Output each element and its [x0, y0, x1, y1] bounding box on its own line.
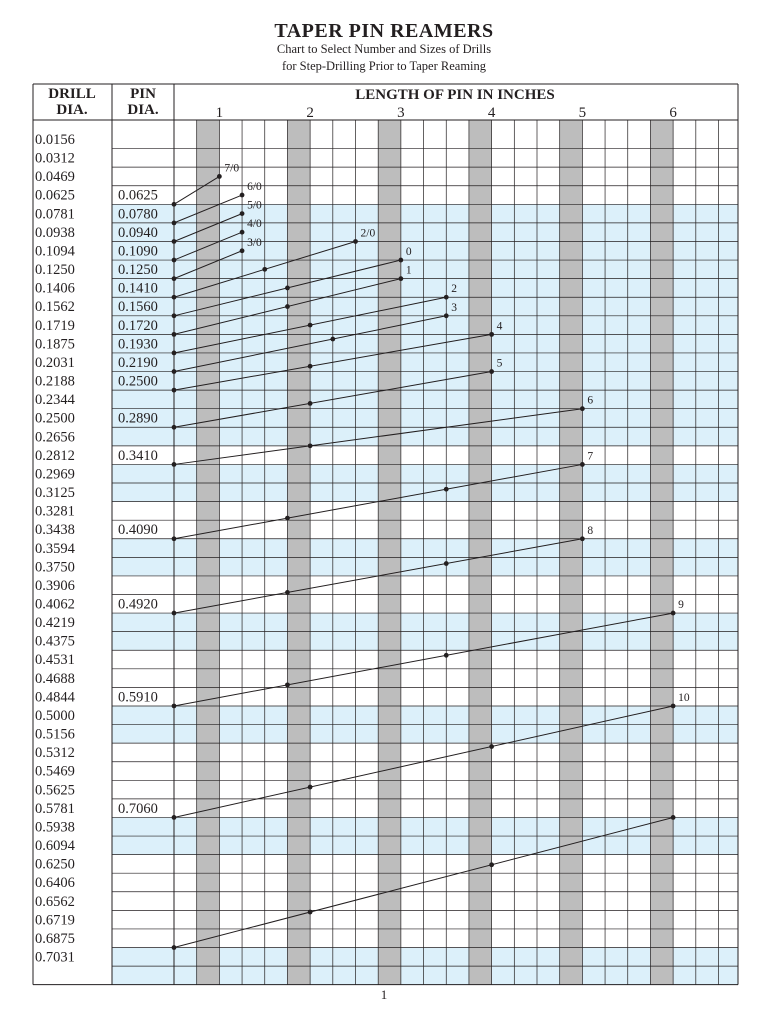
shaded-column [287, 120, 310, 985]
pin-step-dot [444, 653, 449, 658]
drill-diameter-label: 0.3750 [35, 559, 75, 576]
drill-diameter-label: 0.3125 [35, 485, 75, 502]
pin-step-dot [285, 304, 290, 309]
pin-start-dot [172, 258, 177, 263]
pin-diameter-label: 0.2500 [118, 373, 158, 390]
pin-step-dot [308, 785, 313, 790]
pin-diameter-label: 0.1720 [118, 317, 158, 334]
pin-diameter-label: 0.0780 [118, 206, 158, 223]
drill-diameter-label: 0.1719 [35, 317, 75, 334]
drill-diameter-label: 0.5469 [35, 763, 75, 780]
x-tick-label: 2 [306, 105, 314, 121]
pin-start-dot [172, 462, 177, 467]
drill-diameter-label: 0.2031 [35, 354, 75, 371]
pin-diameter-label: 0.4920 [118, 596, 158, 613]
drill-diameter-label: 0.1406 [35, 280, 75, 297]
pin-diameter-label: 0.1090 [118, 243, 158, 260]
pin-end-dot [240, 248, 245, 253]
x-tick-label: 1 [215, 105, 224, 121]
chart-subtitle-line-1: Chart to Select Number and Sizes of Drills [276, 42, 492, 56]
pin-end-dot [580, 462, 585, 467]
pin-diameter-label: 0.7060 [118, 800, 158, 817]
pin-number-label: 10 [678, 691, 690, 704]
shaded-column [560, 120, 583, 985]
pin-number-label: 6 [587, 394, 594, 407]
pin-diameter-label: 0.1560 [118, 299, 158, 316]
pin-end-dot [240, 211, 245, 216]
drill-header: DIA. [56, 102, 88, 118]
drill-diameter-label: 0.6562 [35, 893, 75, 910]
drill-diameter-label: 0.5625 [35, 782, 75, 799]
pin-start-dot [172, 369, 177, 374]
length-header: LENGTH OF PIN IN INCHES [355, 87, 555, 103]
drill-diameter-label: 0.4375 [35, 633, 75, 650]
drill-diameter-label: 0.6875 [35, 930, 75, 947]
pin-diameter-label: 0.4090 [118, 522, 158, 539]
pin-diameter-label: 0.2890 [118, 410, 158, 427]
pin-step-dot [444, 561, 449, 566]
pin-number-label: 4 [496, 320, 503, 333]
x-tick-label: 6 [669, 105, 677, 121]
pin-diameter-label: 0.0625 [118, 187, 158, 204]
pin-number-label: 3/0 [247, 236, 262, 249]
drill-header: DRILL [48, 86, 96, 102]
chart-subtitle-line-2: for Step-Drilling Prior to Taper Reaming [281, 59, 487, 73]
pin-number-label: 5 [496, 357, 503, 370]
pin-diameter-label: 0.1250 [118, 262, 158, 279]
drill-diameter-label: 0.2656 [35, 429, 75, 446]
pin-start-dot [172, 425, 177, 430]
x-tick-label: 3 [397, 105, 405, 121]
shaded-column [378, 120, 401, 985]
drill-diameter-label: 0.4219 [35, 615, 75, 632]
pin-start-dot [172, 332, 177, 337]
pin-end-dot [671, 815, 676, 820]
pin-step-dot [444, 487, 449, 492]
drill-diameter-label: 0.4688 [35, 670, 75, 687]
drill-diameter-label: 0.5781 [35, 800, 75, 817]
x-tick-label: 5 [578, 105, 587, 121]
pin-number-label: 7/0 [224, 162, 240, 175]
pin-start-dot [172, 295, 177, 300]
drill-diameter-label: 0.7031 [35, 949, 75, 966]
pin-end-dot [444, 313, 449, 318]
x-tick-label: 4 [487, 105, 496, 121]
pin-number-label: 7 [587, 450, 594, 463]
drill-diameter-label: 0.2812 [35, 447, 75, 464]
drill-diameter-label: 0.0312 [35, 150, 75, 167]
pin-number-label: 3 [451, 301, 457, 314]
pin-step-dot [285, 286, 290, 291]
pin-end-dot [671, 611, 676, 616]
pin-end-dot [580, 536, 585, 541]
drill-diameter-label: 0.1562 [35, 299, 75, 316]
pin-start-dot [172, 611, 177, 616]
chart-title: TAPER PIN REAMERS [274, 20, 494, 42]
pin-end-dot [580, 406, 585, 411]
pin-end-dot [240, 230, 245, 235]
drill-diameter-label: 0.4062 [35, 596, 75, 613]
drill-diameter-label: 0.1875 [35, 336, 75, 353]
pin-number-label: 0 [405, 246, 412, 259]
pin-header: DIA. [127, 102, 159, 118]
pin-end-dot [217, 174, 222, 179]
drill-diameter-label: 0.5938 [35, 819, 75, 836]
page-number: 1 [380, 987, 388, 1002]
pin-start-dot [172, 202, 177, 207]
pin-start-dot [172, 704, 177, 709]
drill-diameter-label: 0.2969 [35, 466, 75, 483]
pin-start-dot [172, 536, 177, 541]
pin-diameter-label: 0.3410 [118, 447, 158, 464]
pin-end-dot [398, 276, 403, 281]
drill-diameter-label: 0.3438 [35, 522, 75, 539]
pin-start-dot [172, 945, 177, 950]
pin-start-dot [172, 815, 177, 820]
pin-step-dot [285, 590, 290, 595]
pin-number-label: 5/0 [247, 199, 262, 212]
drill-diameter-label: 0.6094 [35, 838, 75, 855]
drill-diameter-label: 0.4531 [35, 652, 75, 669]
drill-diameter-label: 0.0156 [35, 132, 75, 148]
pin-diameter-label: 0.1410 [118, 280, 158, 297]
pin-end-dot [489, 369, 494, 374]
pin-number-label: 6/0 [247, 181, 262, 194]
pin-number-label: 2 [451, 283, 457, 296]
pin-diameter-label: 0.5910 [118, 689, 158, 706]
drill-diameter-label: 0.5312 [35, 745, 75, 762]
drill-diameter-label: 0.6406 [35, 875, 75, 892]
pin-diameter-label: 0.0940 [118, 224, 158, 241]
pin-start-dot [172, 239, 177, 244]
pin-start-dot [172, 221, 177, 226]
pin-number-label: 2/0 [360, 227, 376, 240]
pin-diameter-label: 0.2190 [118, 354, 158, 371]
drill-diameter-label: 0.5000 [35, 707, 75, 724]
drill-diameter-label: 0.2344 [35, 392, 75, 409]
pin-start-dot [172, 351, 177, 356]
drill-diameter-label: 0.6250 [35, 856, 75, 873]
pin-number-label: 4/0 [247, 218, 262, 231]
drill-diameter-label: 0.6719 [35, 912, 75, 929]
pin-step-dot [262, 267, 267, 272]
drill-diameter-label: 0.3906 [35, 577, 75, 594]
drill-diameter-label: 0.4844 [35, 689, 75, 706]
drill-diameter-label: 0.0469 [35, 169, 75, 186]
pin-end-dot [240, 193, 245, 198]
drill-diameter-label: 0.2188 [35, 373, 75, 390]
shaded-column [650, 120, 673, 985]
pin-step-dot [489, 744, 494, 749]
drill-diameter-label: 0.0781 [35, 206, 75, 223]
drill-diameter-label: 0.3594 [35, 540, 75, 557]
pin-number-label: 1 [405, 264, 412, 277]
drill-diameter-label: 0.1094 [35, 243, 75, 260]
pin-step-dot [285, 682, 290, 687]
pin-start-dot [172, 276, 177, 281]
pin-step-dot [308, 443, 313, 448]
drill-diameter-label: 0.0625 [35, 187, 75, 204]
pin-step-dot [330, 337, 335, 342]
drill-diameter-label: 0.3281 [35, 503, 75, 520]
pin-header: PIN [130, 86, 156, 102]
pin-number-label: 9 [678, 599, 684, 612]
pin-diameter-label: 0.1930 [118, 336, 158, 353]
pin-end-dot [489, 332, 494, 337]
pin-end-dot [353, 239, 358, 244]
shaded-column [469, 120, 492, 985]
pin-start-dot [172, 313, 177, 318]
pin-step-dot [489, 862, 494, 867]
pin-start-dot [172, 388, 177, 393]
pin-step-dot [308, 401, 313, 406]
pin-number-label: 8 [587, 524, 594, 537]
drill-diameter-label: 0.2500 [35, 410, 75, 427]
pin-end-dot [398, 258, 403, 263]
pin-step-dot [308, 364, 313, 369]
pin-step-dot [308, 323, 313, 328]
drill-diameter-label: 0.5156 [35, 726, 75, 743]
pin-step-dot [308, 910, 313, 915]
drill-diameter-label: 0.1250 [35, 262, 75, 279]
pin-end-dot [671, 704, 676, 709]
pin-step-dot [285, 516, 290, 521]
pin-end-dot [444, 295, 449, 300]
drill-diameter-label: 0.0938 [35, 224, 75, 241]
